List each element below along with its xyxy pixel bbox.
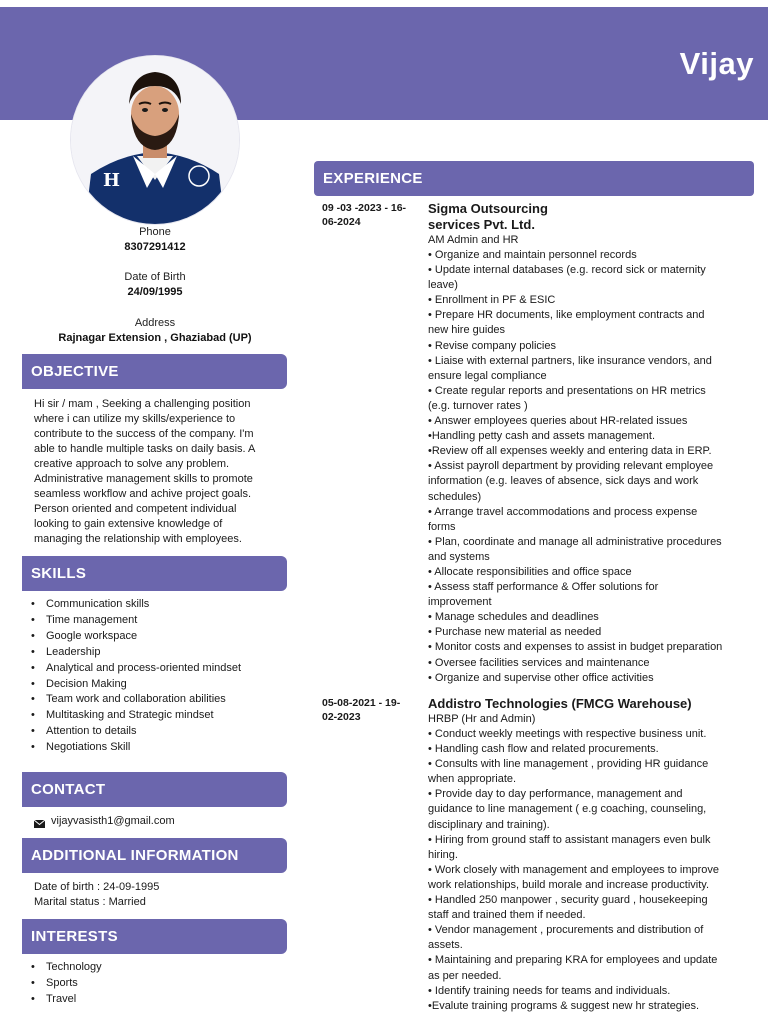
job-company-line: Addistro Technologies (FMCG Warehouse) bbox=[428, 696, 692, 711]
objective-line: creative approach to solve any problem. bbox=[34, 458, 230, 470]
job-duty: information (e.g. leaves of absence, sick days and work bbox=[428, 475, 699, 488]
job-duty: • Work closely with management and employees to improve bbox=[428, 863, 720, 876]
interest-item: • Sports bbox=[22, 976, 292, 992]
job-duty: work relationships, build morale and increase productivity. bbox=[428, 878, 710, 891]
job-duty: • Create regular reports and presentations on HR metrics bbox=[428, 384, 706, 397]
objective-line: Hi sir / mam , Seeking a challenging position bbox=[34, 398, 251, 410]
job-duty: • Vendor management , procurements and distribution of bbox=[428, 924, 704, 937]
job-duty: and systems bbox=[428, 550, 490, 563]
job-duty: ensure legal compliance bbox=[428, 369, 547, 382]
job-duty: • Organize and maintain personnel records bbox=[428, 249, 637, 261]
job-duty: •Handling petty cash and assets management. bbox=[428, 430, 656, 443]
mail-icon bbox=[34, 818, 45, 826]
job-duty: •Review off all expenses weekly and entering data in ERP. bbox=[428, 445, 712, 458]
skill-item: • Communication skills bbox=[22, 597, 292, 613]
interest-item: • Travel bbox=[22, 992, 292, 1008]
phone-block bbox=[0, 225, 310, 255]
job-duty: • Manage schedules and deadlines bbox=[428, 611, 599, 624]
job-duty: leave) bbox=[428, 279, 458, 292]
skill-item: • Negotiations Skill bbox=[22, 740, 292, 756]
dob-value: 24/09/1995 bbox=[127, 286, 183, 298]
job-duty: hiring. bbox=[428, 848, 458, 861]
skill-item: • Decision Making bbox=[22, 677, 292, 693]
job-duty: • Handled 250 manpower , security guard , housekeeping bbox=[428, 894, 708, 907]
phone-label: Phone bbox=[139, 226, 171, 238]
job-duty: • Revise company policies bbox=[428, 339, 556, 352]
job-details bbox=[428, 201, 750, 686]
additional-info-text bbox=[34, 880, 294, 910]
job-role: HRBP (Hr and Admin) bbox=[428, 713, 536, 725]
additional-info-line: Marital status : Married bbox=[34, 896, 146, 908]
job-duty: • Update internal databases (e.g. record sick or maternity bbox=[428, 264, 706, 277]
job-duty: new hire guides bbox=[428, 324, 506, 337]
job-role: AM Admin and HR bbox=[428, 234, 519, 246]
job-duty: staff and trained them if needed. bbox=[428, 909, 586, 922]
objective-line: Person oriented and competent individual bbox=[34, 503, 237, 515]
skill-item: • Team work and collaboration abilities bbox=[22, 692, 292, 708]
job-duty: •Evalute training programs & suggest new hr strategies. bbox=[428, 999, 700, 1012]
job-duty: (e.g. turnover rates ) bbox=[428, 399, 528, 412]
job-duty: • Assess staff performance & Offer solutions for bbox=[428, 581, 659, 594]
skills-heading: SKILLS bbox=[22, 556, 287, 591]
interest-item: • Technology bbox=[22, 960, 292, 976]
job-duty: • Oversee facilities services and maintenance bbox=[428, 656, 650, 669]
address-block bbox=[0, 316, 310, 346]
job-duty: forms bbox=[428, 520, 456, 533]
objective-line: seamless workflow and achive project goals. bbox=[34, 488, 252, 500]
objective-line: managing the relationship with employees. bbox=[34, 533, 242, 545]
job-duty: • Allocate responsibilities and office space bbox=[428, 565, 632, 578]
job-duty: • Liaise with external partners, like insurance vendors, and bbox=[428, 354, 712, 367]
job-duty: • Handling cash flow and related procurements. bbox=[428, 743, 659, 756]
job-company-line: services Pvt. Ltd. bbox=[428, 217, 535, 232]
objective-line: contribute to the success of the company. I'm bbox=[34, 428, 254, 440]
job-duty: schedules) bbox=[428, 490, 482, 503]
objective-line: where i can utilize my skills/experience to bbox=[34, 413, 236, 425]
objective-text bbox=[34, 397, 294, 547]
job-duty: • Arrange travel accommodations and process expense bbox=[428, 505, 698, 518]
job-duty: • Provide day to day performance, management and bbox=[428, 788, 683, 801]
dob-label: Date of Birth bbox=[124, 271, 186, 283]
job-duty: • Answer employees queries about HR-related issues bbox=[428, 415, 688, 428]
experience-heading: EXPERIENCE bbox=[314, 161, 754, 196]
skill-item: • Time management bbox=[22, 613, 292, 629]
job-date-line: 09 -03 -2023 - 16- bbox=[322, 202, 407, 214]
job-duty: • Consults with line management , providing HR guidance bbox=[428, 758, 709, 771]
interests-list bbox=[22, 960, 292, 1008]
objective-line: looking to gain extensive knowledge of bbox=[34, 518, 223, 530]
additional-info-line: Date of birth : 24-09-1995 bbox=[34, 881, 160, 893]
job-duty: assets. bbox=[428, 939, 463, 952]
address-label: Address bbox=[134, 317, 176, 329]
job-duty: disciplinary and training). bbox=[428, 818, 550, 831]
contact-email-row[interactable] bbox=[34, 814, 175, 829]
interests-heading: INTERESTS bbox=[22, 919, 287, 954]
job-company-line: Sigma Outsourcing bbox=[428, 201, 548, 216]
job-duty: guidance to line management ( e.g coaching, counseling, bbox=[428, 803, 707, 816]
objective-heading: OBJECTIVE bbox=[22, 354, 287, 389]
objective-line: Administrative management skills to promote bbox=[34, 473, 253, 485]
job-company bbox=[428, 201, 750, 233]
job-company bbox=[428, 696, 750, 712]
skill-item: • Attention to details bbox=[22, 724, 292, 740]
skill-item: • Google workspace bbox=[22, 629, 292, 645]
job-duty: as per needed. bbox=[428, 969, 502, 982]
job-duty: • Maintaining and preparing KRA for employees and update bbox=[428, 954, 718, 967]
job-duty: • Organize and supervise other office activities bbox=[428, 671, 654, 684]
objective-line: able to handle multiple tasks on daily basis. A bbox=[34, 443, 256, 455]
phone-value: 8307291412 bbox=[124, 241, 186, 253]
job-duty: • Conduct weekly meetings with respective business unit. bbox=[428, 728, 707, 740]
job-date-line: 06-2024 bbox=[322, 216, 361, 228]
job-duty: improvement bbox=[428, 596, 492, 609]
job-duty: • Hiring from ground staff to assistant managers even bulk bbox=[428, 833, 711, 846]
dob-block bbox=[0, 270, 310, 300]
skill-item: • Analytical and process-oriented mindset bbox=[22, 661, 292, 677]
job-date bbox=[322, 696, 418, 724]
job-duty: • Enrollment in PF & ESIC bbox=[428, 294, 556, 307]
job-duty: when appropriate. bbox=[428, 773, 517, 786]
contact-heading: CONTACT bbox=[22, 772, 287, 807]
job-details bbox=[428, 696, 750, 1014]
job-duty: • Prepare HR documents, like employment contracts and bbox=[428, 309, 705, 322]
skill-item: • Leadership bbox=[22, 645, 292, 661]
address-value: Rajnagar Extension , Ghaziabad (UP) bbox=[58, 332, 252, 344]
skill-item: • Multitasking and Strategic mindset bbox=[22, 708, 292, 724]
job-duty: • Plan, coordinate and manage all administrative procedures bbox=[428, 535, 722, 548]
contact-email[interactable]: vijayvasisth1@gmail.com bbox=[51, 815, 175, 827]
job-date-line: 02-2023 bbox=[322, 711, 361, 723]
skills-list bbox=[22, 597, 292, 756]
job-duty: • Identify training needs for teams and individuals. bbox=[428, 984, 671, 997]
job-duty: • Monitor costs and expenses to assist in budget preparation bbox=[428, 641, 723, 654]
job-date-line: 05-08-2021 - 19- bbox=[322, 697, 401, 709]
svg-text:H: H bbox=[103, 170, 121, 191]
additional-info-heading: ADDITIONAL INFORMATION bbox=[22, 838, 287, 873]
profile-photo bbox=[71, 56, 239, 224]
job-date bbox=[322, 201, 418, 229]
job-duty: • Purchase new material as needed bbox=[428, 626, 602, 639]
job-duty: • Assist payroll department by providing relevant employee bbox=[428, 460, 714, 473]
candidate-name: Vijay bbox=[679, 46, 754, 81]
